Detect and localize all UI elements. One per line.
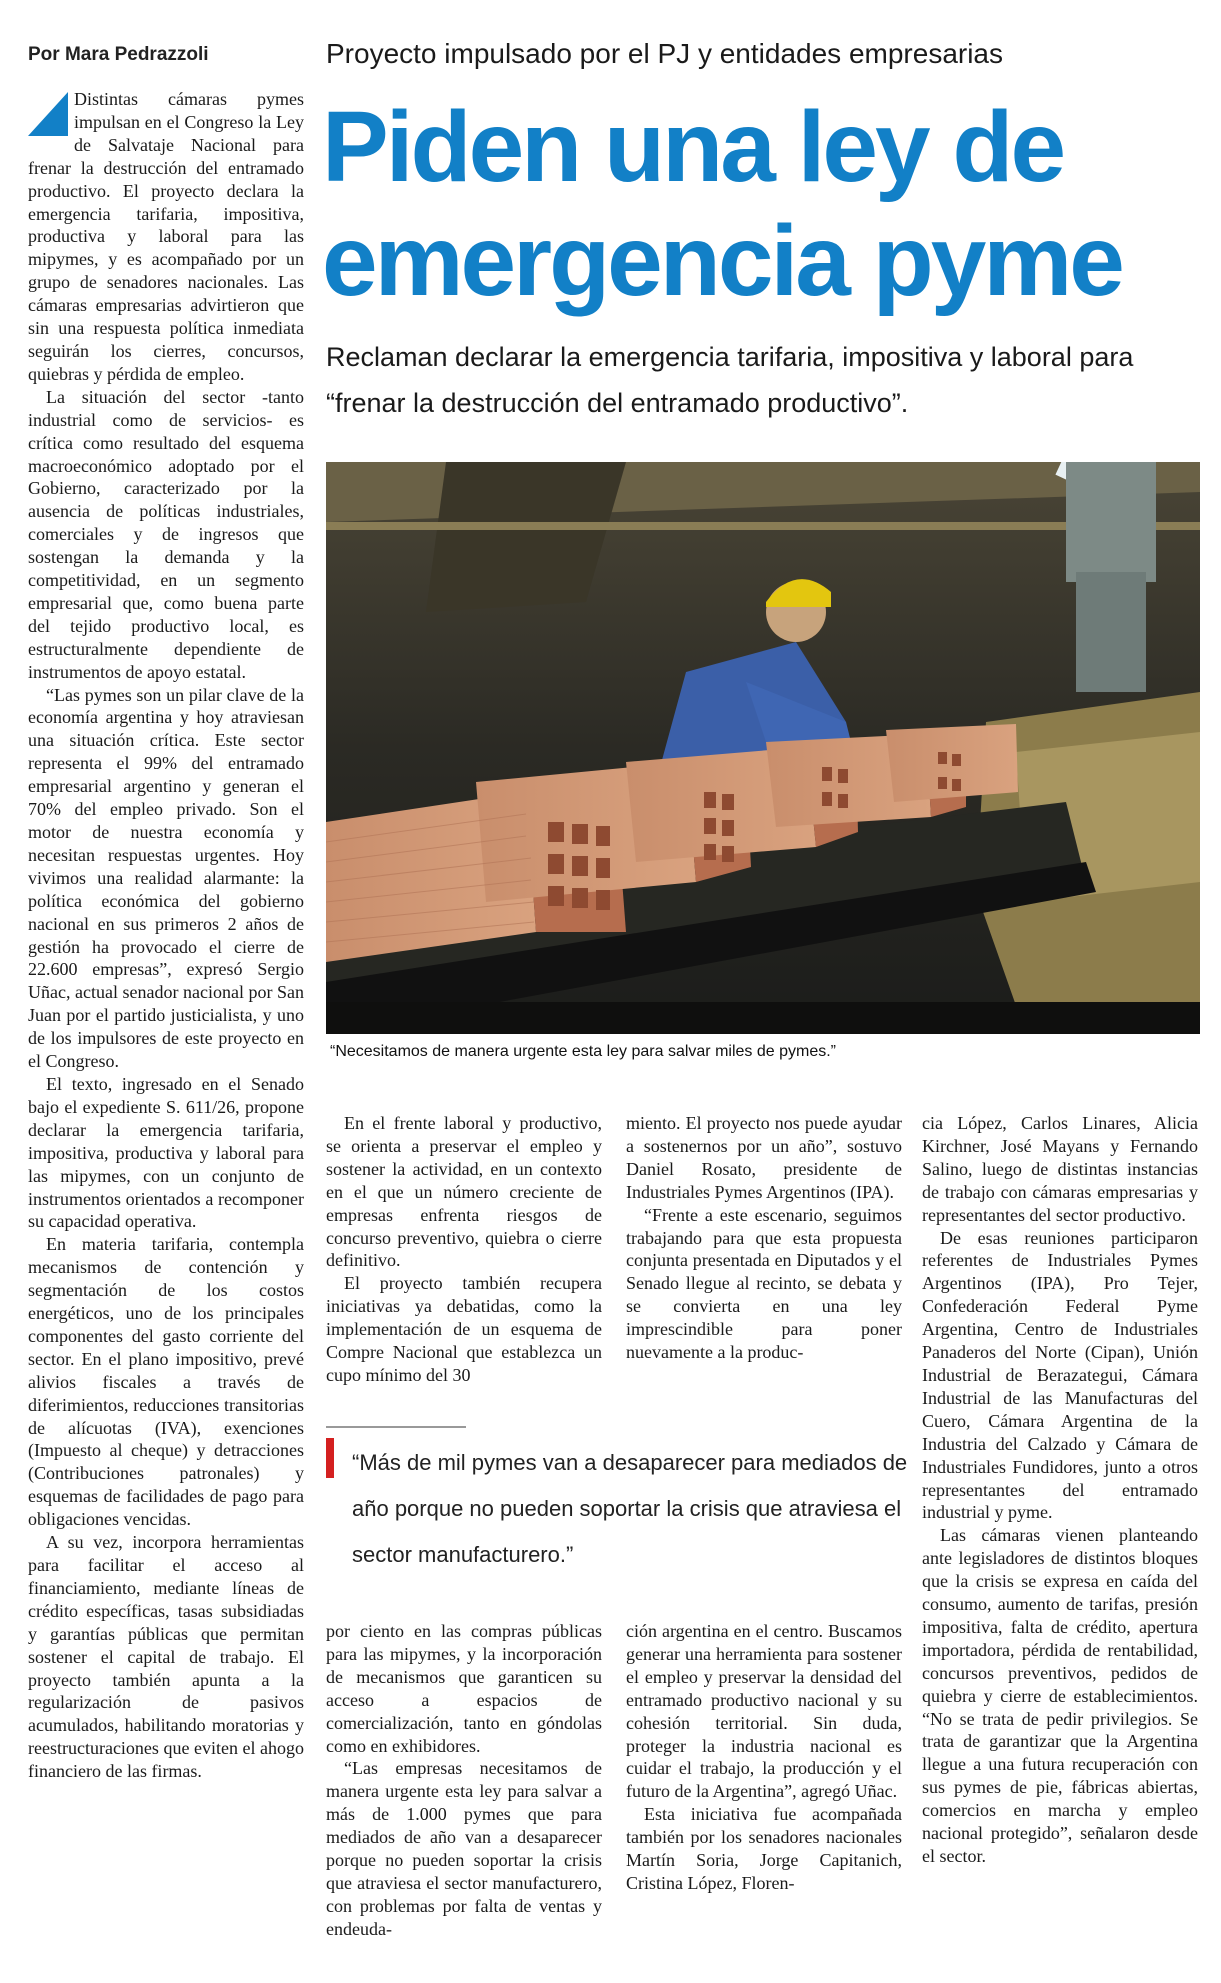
paragraph: En materia tarifaria, contempla mecanismos de contención y segmentación de los costos energéticos, uno de los principales componentes del gasto corriente del sector. En el plano impositivo, prevé alivios fiscales a través de diferimientos, reducciones transitorias de alícuotas (IVA), exenciones (Impuesto al cheque) y detracciones (Contribuciones patronales) y esquemas de facilidades de pago para obligaciones vencidas. xyxy=(28,1234,304,1530)
subhead: Reclaman declarar la emergencia tarifaria, impositiva y laboral para “frenar la destrucción del entramado productivo”. xyxy=(326,342,1134,418)
paragraph: “Las empresas necesitamos de manera urgente esta ley para salvar a más de 1.000 pymes que para mediados de año van a desaparecer porque no pueden soportar la crisis que atraviesa el sector manufacturero, con problemas por falta de ventas y endeuda- xyxy=(326,1758,602,1939)
article-column-3-bottom xyxy=(626,1620,902,1895)
dropcap-triangle-icon xyxy=(28,92,68,136)
pull-quote-rule xyxy=(326,1426,466,1428)
pull-quote-red-bar xyxy=(326,1438,334,1478)
kicker: Proyecto impulsado por el PJ y entidades empresarias xyxy=(326,38,1004,69)
paragraph: El texto, ingresado en el Senado bajo el expediente S. 611/26, propone declarar la emergencia tarifaria, impositiva, productiva y laboral para las mipymes, con un conjunto de instrumentos orientados a recomponer su capacidad operativa. xyxy=(28,1073,304,1232)
paragraph: Las cámaras vienen planteando ante legisladores de distintos bloques que la crisis se expresa en caída del consumo, aumento de tarifas, presión impositiva, falta de crédito, apertura importadora, pérdida de rentabilidad, concursos preventivos, pedidos de quiebra y cierre de establecimientos. “No se trata de pedir privilegios. Se trata de garantizar que la Argentina llegue a una futura recuperación con sus pymes de pie, fábricas abiertas, comercios en marcha y empleo nacional protegido”, señalaron desde el sector. xyxy=(922,1525,1198,1866)
paragraph: “Frente a este escenario, seguimos trabajando para que esta propuesta conjunta presentada en Diputados y el Senado llegue al recinto, se debata y se convierta en una ley imprescindible para poner nuevamente a la produc- xyxy=(626,1204,902,1363)
paragraph: por ciento en las compras públicas para las mipymes, y la incorporación de mecanismos que garanticen su acceso a espacios de comercialización, tanto en góndolas como en exhibidores. xyxy=(326,1621,602,1756)
pull-quote-text: “Más de mil pymes van a desaparecer para mediados de año porque no pueden soportar la crisis que atraviesa el sector manufacturero.” xyxy=(352,1450,908,1567)
article-column-2-bottom xyxy=(326,1620,602,1941)
article-column-1 xyxy=(28,88,304,1783)
headline: Piden una ley de emergencia pyme xyxy=(322,91,1122,317)
article-column-4 xyxy=(922,1112,1198,1868)
paragraph: “Las pymes son un pilar clave de la economía argentina y hoy atraviesan una situación crítica. Este sector representa el 99% del entramado empresarial argentino y generan el 70% del empleo privado. Son el motor de nuestra economía y necesitan respuestas urgentes. Hoy vivimos una realidad alarmante: la política económica del gobierno nacional en sus primeros 2 años de gestión ha provocado el cierre de 22.600 empresas”, expresó Sergio Uñac, actual senador nacional por San Juan por el partido justicialista, y uno de los impulsores de este proyecto en el Congreso. xyxy=(28,684,304,1072)
article-column-2-top xyxy=(326,1112,602,1387)
article-column-3-top xyxy=(626,1112,902,1364)
factory-worker-photo xyxy=(326,462,1200,1034)
paragraph: miento. El proyecto nos puede ayudar a sostenernos por un año”, sostuvo Daniel Rosato, presidente de Industriales Pymes Argentinos (IPA). xyxy=(626,1113,902,1202)
paragraph: De esas reuniones participaron referentes de Industriales Pymes Argentinos (IPA), Pro Tejer, Confederación Federal Pyme Argentina, Centro de Industriales Panaderos del Norte (Cipan), Unión Industrial de Berazategui, Cámara Industrial de las Manufacturas del Cuero, Cámara Argentina de la Industria del Calzado y Cámara de Industriales Fundidores, junto a otros representantes del entramado industrial y pyme. xyxy=(922,1227,1198,1523)
paragraph: ción argentina en el centro. Buscamos generar una herramienta para sostener el empleo y preservar la densidad del entramado productivo nacional y su cohesión territorial. Sin duda, proteger la industria nacional es cuidar el trabajo, la producción y el futuro de la Argentina”, agregó Uñac. xyxy=(626,1621,902,1802)
paragraph: Esta iniciativa fue acompañada también por los senadores nacionales Martín Soria, Jorge Capitanich, Cristina López, Floren- xyxy=(626,1804,902,1893)
paragraph: cia López, Carlos Linares, Alicia Kirchner, José Mayans y Fernando Salino, luego de distintas instancias de trabajo con cámaras empresarias y representantes del sector productivo. xyxy=(922,1113,1198,1225)
paragraph: A su vez, incorpora herramientas para facilitar el acceso al financiamiento, mediante líneas de crédito específicas, tasas subsidiadas y garantías públicas que permitan sostener el capital de trabajo. El proyecto también apunta a la regularización de pasivos acumulados, habilitando moratorias y reestructuraciones que eviten el ahogo financiero de las firmas. xyxy=(28,1532,304,1782)
photo-caption: “Necesitamos de manera urgente esta ley para salvar miles de pymes.” xyxy=(330,1043,836,1060)
byline: Por Mara Pedrazzoli xyxy=(28,44,209,65)
paragraph: En el frente laboral y productivo, se orienta a preservar el empleo y sostener la actividad, en un contexto en el que un número creciente de empresas enfrenta riesgos de concurso preventivo, quiebra o cierre definitivo. xyxy=(326,1113,602,1271)
paragraph: Distintas cámaras pymes impulsan en el Congreso la Ley de Salvataje Nacional para frenar la destrucción del entramado productivo. El proyecto declara la emergencia tarifaria, impositiva, productiva y laboral para las mipymes, y es acompañado por un grupo de senadores nacionales. Las cámaras empresarias advirtieron que sin una respuesta política inmediata seguirán los cierres, concursos, quiebras y pérdida de empleo. xyxy=(28,89,304,384)
paragraph: La situación del sector -tanto industrial como de servicios- es crítica como resultado del esquema macroeconómico adoptado por el Gobierno, caracterizado por la ausencia de políticas industriales, comerciales y de ingresos que sostengan la demanda y la competitividad, en un segmento empresarial que, como buena parte del tejido productivo local, es estructuralmente dependiente de instrumentos de apoyo estatal. xyxy=(28,386,304,682)
paragraph: El proyecto también recupera iniciativas ya debatidas, como la implementación de un esquema de Compre Nacional que establezca un cupo mínimo del 30 xyxy=(326,1273,602,1385)
bricks-production-line-image xyxy=(326,462,1200,1034)
pull-quote xyxy=(326,1418,906,1598)
